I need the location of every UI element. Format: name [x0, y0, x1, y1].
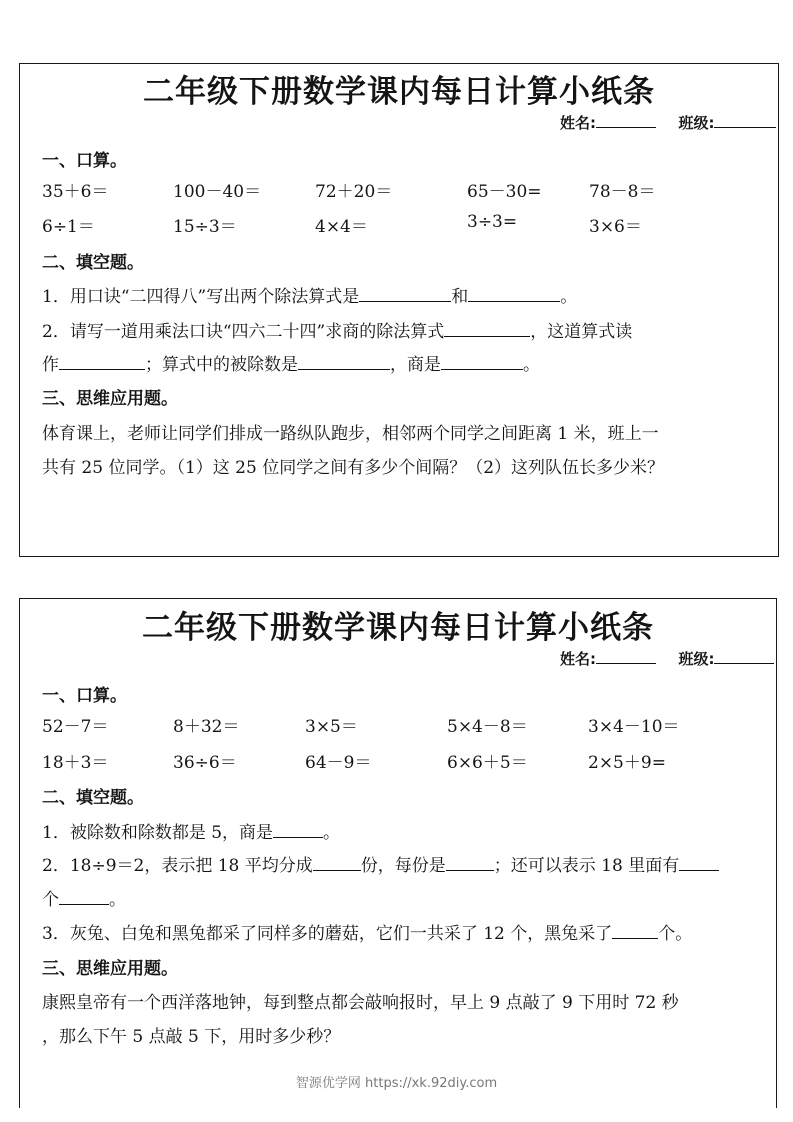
- oral-problem: 78－8＝: [589, 182, 656, 202]
- question-text: 份，每份是: [360, 856, 446, 876]
- name-label: 姓名:: [560, 650, 596, 668]
- oral-problem: 8＋32＝: [173, 717, 240, 737]
- oral-problem: 4×4＝: [315, 217, 368, 237]
- worksheet-title: 二年级下册数学课内每日计算小纸条: [142, 610, 654, 646]
- oral-problem: 65－30=: [467, 182, 542, 202]
- oral-problem: 2×5＋9=: [588, 753, 666, 773]
- oral-problem: 6×6＋5＝: [447, 753, 528, 773]
- question-text: 1．被除数和除数都是 5，商是: [42, 823, 274, 843]
- fill-question-2-cont: [42, 350, 540, 375]
- oral-problem: 3×5＝: [305, 717, 358, 737]
- fill-question-1: [42, 818, 340, 843]
- name-blank[interactable]: [596, 113, 656, 128]
- question-text: ；还可以表示 18 里面有: [493, 856, 680, 876]
- section-oral-heading: 一、口算。: [42, 151, 127, 171]
- word-problem-line: 康熙皇帝有一个西洋落地钟，每到整点都会敲响报时，早上 9 点敲了 9 下用时 72 秒: [42, 993, 679, 1013]
- oral-problem: 3×4－10＝: [588, 717, 680, 737]
- question-text: 。: [523, 355, 540, 375]
- answer-blank[interactable]: [441, 353, 523, 370]
- fill-question-3: [42, 919, 692, 944]
- answer-blank[interactable]: [679, 854, 719, 871]
- question-text: 2．请写一道用乘法口诀“四六二十四”求商的除法算式: [42, 322, 445, 342]
- answer-blank[interactable]: [468, 285, 560, 302]
- oral-problem: 36÷6＝: [173, 753, 237, 773]
- answer-blank[interactable]: [273, 821, 323, 838]
- question-text: ；算式中的被除数是: [145, 355, 298, 375]
- class-label: 班级:: [678, 650, 715, 668]
- word-problem-line: 共有 25 位同学。（1）这 25 位同学之间有多少个间隔？（2）这列队伍长多少米？: [42, 458, 665, 478]
- fill-question-2: [42, 851, 719, 876]
- answer-blank[interactable]: [313, 854, 361, 871]
- question-text: 1．用口诀“二四得八”写出两个除法算式是: [42, 287, 360, 307]
- word-problem-line: ，那么下午 5 点敲 5 下，用时多少秒？: [42, 1027, 341, 1047]
- answer-blank[interactable]: [59, 888, 109, 905]
- name-label: 姓名:: [560, 114, 596, 132]
- section-fill-heading: 二、填空题。: [42, 788, 144, 808]
- answer-blank[interactable]: [444, 320, 530, 337]
- question-text: ，这道算式读: [530, 322, 633, 342]
- fill-question-1: [42, 282, 577, 307]
- question-text: ，商是: [390, 355, 441, 375]
- question-text: 个。: [658, 924, 693, 944]
- question-text: 。: [560, 287, 578, 307]
- answer-blank[interactable]: [359, 285, 451, 302]
- question-text: 。: [109, 890, 126, 910]
- oral-problem: 18＋3＝: [42, 753, 109, 773]
- oral-problem: 5×4－8＝: [447, 717, 528, 737]
- question-text: 3．灰兔、白兔和黑兔都采了同样多的蘑菇，它们一共采了 12 个，黑兔采了: [42, 924, 613, 944]
- worksheet-2: [19, 598, 777, 1108]
- answer-blank[interactable]: [59, 353, 145, 370]
- watermark-text: 智源优学网 https://xk.92diy.com: [295, 1076, 498, 1091]
- oral-problem: 3×6＝: [589, 217, 642, 237]
- question-text: 作: [42, 355, 59, 375]
- oral-problem: 3÷3=: [467, 212, 518, 232]
- oral-problem: 64－9＝: [305, 753, 372, 773]
- oral-problem: 6÷1＝: [42, 217, 95, 237]
- section-application-heading: 三、思维应用题。: [42, 959, 178, 979]
- section-fill-heading: 二、填空题。: [42, 253, 144, 273]
- answer-blank[interactable]: [298, 353, 390, 370]
- oral-problem: 35＋6＝: [42, 182, 109, 202]
- fill-question-2: [42, 317, 632, 342]
- worksheet-title: 二年级下册数学课内每日计算小纸条: [143, 74, 655, 110]
- name-blank[interactable]: [596, 649, 656, 664]
- class-label: 班级:: [678, 114, 715, 132]
- answer-blank[interactable]: [612, 922, 658, 939]
- question-text: 2．18÷9＝2，表示把 18 平均分成: [42, 856, 313, 876]
- answer-blank[interactable]: [446, 854, 494, 871]
- oral-problem: 100－40＝: [173, 182, 262, 202]
- worksheet-1: [19, 63, 779, 557]
- question-text: 和: [451, 287, 469, 307]
- section-application-heading: 三、思维应用题。: [42, 389, 178, 409]
- student-info: [560, 112, 776, 133]
- oral-problem: 15÷3＝: [173, 217, 237, 237]
- fill-question-2-cont: [42, 885, 126, 910]
- oral-problem: 52－7＝: [42, 717, 109, 737]
- student-info: [560, 648, 774, 669]
- class-blank[interactable]: [714, 649, 774, 664]
- word-problem-line: 体育课上，老师让同学们排成一路纵队跑步，相邻两个同学之间距离 1 米，班上一: [42, 424, 659, 444]
- oral-problem: 72＋20＝: [315, 182, 393, 202]
- question-text: 。: [323, 823, 341, 843]
- class-blank[interactable]: [714, 113, 776, 128]
- question-text: 个: [42, 890, 59, 910]
- section-oral-heading: 一、口算。: [42, 686, 127, 706]
